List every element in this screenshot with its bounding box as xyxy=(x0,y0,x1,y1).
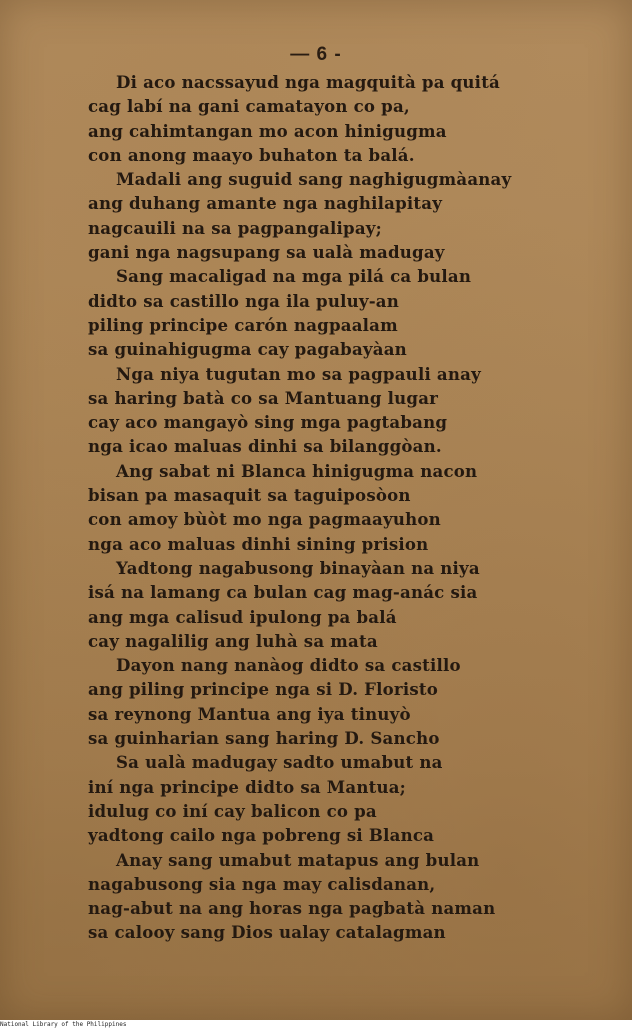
verse-line: Sang macaligad na mga pilá ca bulan xyxy=(116,266,472,287)
verse-line: nagcauili na sa pagpangalipay; xyxy=(88,217,382,238)
verse-line: Anay sang umabut matapus ang bulan xyxy=(116,849,480,870)
verse-line: idulug co iní cay balicon co pa xyxy=(88,800,377,821)
verse-line: piling principe carón nagpaalam xyxy=(88,314,398,335)
verse-line: ang mga calisud ipulong pa balá xyxy=(88,606,397,627)
verse-line: sa haring batà co sa Mantuang lugar xyxy=(88,387,439,408)
verse-line: iní nga principe didto sa Mantua; xyxy=(88,776,406,797)
verse-line: cag labí na gani camatayon co pa, xyxy=(88,96,410,117)
verse-line: Yadtong nagabusong binayàan na niya xyxy=(116,557,480,578)
verse-line: Madali ang suguid sang naghigugmàanay xyxy=(116,169,512,190)
verse-line: ang piling principe nga si D. Floristo xyxy=(88,679,439,700)
verse-line: Sa ualà madugay sadto umabut na xyxy=(116,752,443,773)
verse-line: Dayon nang nanàog didto sa castillo xyxy=(116,655,461,676)
verse-line: Ang sabat ni Blanca hinigugma nacon xyxy=(116,460,478,481)
verse-line: cay nagalilig ang luhà sa mata xyxy=(88,630,378,651)
verse-line: sa calooy sang Dios ualay catalagman xyxy=(88,922,446,943)
page-number: — 6 - xyxy=(290,44,342,65)
verse-line: isá na lamang ca bulan cag mag-anác sia xyxy=(88,582,478,603)
poem-text xyxy=(88,70,568,945)
library-credit: National Library of the Philippines xyxy=(0,1021,127,1028)
verse-line: con amoy bùòt mo nga pagmaayuhon xyxy=(88,509,441,530)
verse-line: sa reynong Mantua ang iya tinuyò xyxy=(88,703,411,724)
verse-line: con anong maayo buhaton ta balá. xyxy=(88,144,415,165)
verse-line: Nga niya tugutan mo sa pagpauli anay xyxy=(116,363,481,384)
verse-line: Di aco nacssayud nga magquità pa quitá xyxy=(116,72,501,92)
verse-line: gani nga nagsupang sa ualà madugay xyxy=(88,242,445,263)
verse-line: sa guinahigugma cay pagabayàan xyxy=(88,339,407,360)
verse-line: nagabusong sia nga may calisdanan, xyxy=(88,873,436,894)
verse-line: didto sa castillo nga ila puluy-an xyxy=(88,290,400,311)
verse-line: yadtong cailo nga pobreng si Blanca xyxy=(88,825,435,846)
verse-line: bisan pa masaquit sa taguiposòon xyxy=(88,485,411,506)
verse-line: nga aco maluas dinhi sining prision xyxy=(88,533,429,554)
verse-line: cay aco mangayò sing mga pagtabang xyxy=(88,412,448,433)
verse-line: sa guinharian sang haring D. Sancho xyxy=(88,728,440,749)
verse-line: ang cahimtangan mo acon hinigugma xyxy=(88,120,447,141)
verse-line: nga icao maluas dinhi sa bilanggòan. xyxy=(88,436,442,457)
verse-line: nag-abut na ang horas nga pagbatà naman xyxy=(88,898,496,919)
verse-line: ang duhang amante nga naghilapitay xyxy=(88,193,443,214)
